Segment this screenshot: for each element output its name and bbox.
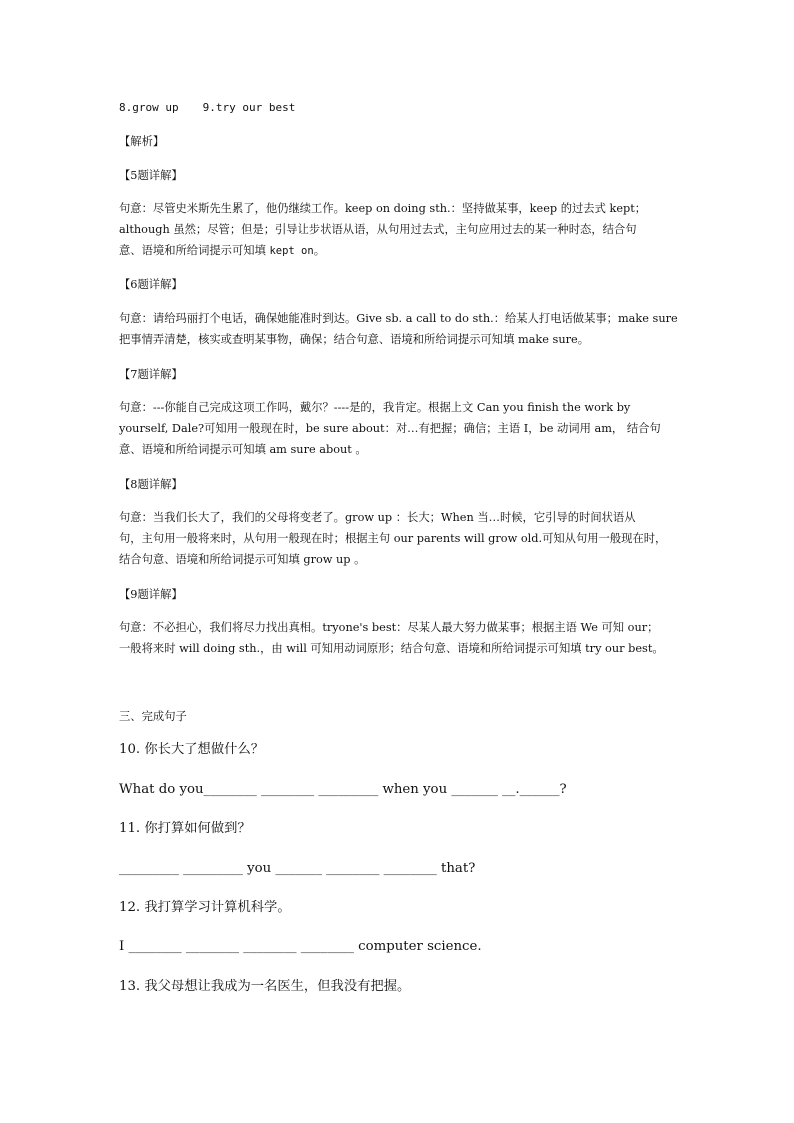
q9-line1: 句意：不必担心，我们将尽力找出真相。tryone's best：尽某人最大努力做某事；根据主语 We 可知 our； — [119, 621, 659, 634]
q10-prompt: 10. 你长大了想做什么？ — [119, 742, 265, 757]
q8-heading: 【8题详解】 — [119, 478, 183, 491]
q5-heading: 【5题详解】 — [119, 169, 183, 182]
q5-line3 — [119, 243, 325, 259]
answer-9: 9.try our best — [202, 101, 296, 114]
q5-line1: 句意：尽管史米斯先生累了，他仍继续工作。keep on doing sth.：坚持做某事，keep 的过去式 kept； — [119, 202, 647, 215]
q5-answer: kept on — [269, 245, 314, 257]
q7-heading: 【7题详解】 — [119, 368, 183, 381]
q13-prompt: 13. 我父母想让我成为一名医生，但我没有把握。 — [119, 979, 411, 994]
q11-prompt: 11. 你打算如何做到？ — [119, 821, 251, 836]
answer-8: 8.grow up — [119, 101, 179, 114]
q6-line2: 把事情弄清楚，核实或查明某事物，确保；结合句意、语境和所给词提示可知填 make sure。 — [119, 333, 590, 346]
q6-heading: 【6题详解】 — [119, 278, 183, 291]
jiexi-heading: 【解析】 — [119, 135, 165, 148]
q8-line1: 句意：当我们长大了，我们的父母将变老了。grow up ：长大；When 当…时候，它引导的时间状语从 — [119, 511, 636, 524]
q5-line3-text: 意、语境和所给词提示可知填 — [119, 244, 270, 257]
q8-line2: 句，主句用一般将来时，从句用一般现在时；根据主句 our parents will grow old.可知从句用一般现在时， — [119, 532, 667, 545]
section3-title: 三、完成句子 — [119, 710, 187, 723]
q6-line1: 句意：请给玛丽打个电话，确保她能准时到达。Give sb. a call to do sth.：给某人打电话做某事；make sure — [119, 312, 678, 325]
q12-blank-sentence: I ________ ________ ________ ________ computer science. — [119, 939, 482, 954]
q12-prompt: 12. 我打算学习计算机科学。 — [119, 900, 291, 915]
q7-line3: 意、语境和所给词提示可知填 am sure about 。 — [119, 443, 367, 456]
q8-line3: 结合句意、语境和所给词提示可知填 grow up 。 — [119, 553, 366, 566]
q9-line2: 一般将来时 will doing sth.，由 will 可知用动词原形；结合句意、语境和所给词提示可知填 try our best。 — [119, 642, 664, 655]
q7-line1: 句意：---你能自己完成这项工作吗，戴尔？----是的，我肯定。根据上文 Can you finish the work by — [119, 401, 631, 414]
answers-line — [119, 100, 295, 116]
q11-blank-sentence: _________ _________ you _______ ________ ________ that? — [119, 861, 476, 876]
q5-line3-end: 。 — [313, 244, 326, 257]
q9-heading: 【9题详解】 — [119, 588, 183, 601]
q7-line2: yourself, Dale?可知用一般现在时，be sure about：对…有把握；确信；主语 I，be 动词用 am， 结合句 — [119, 422, 661, 435]
q5-line2: although 虽然；尽管；但是；引导让步状语从语，从句用过去式，主句应用过去的某一种时态，结合句 — [119, 223, 637, 236]
q10-blank-sentence: What do you________ ________ _________ when you _______ __.______? — [119, 782, 567, 797]
